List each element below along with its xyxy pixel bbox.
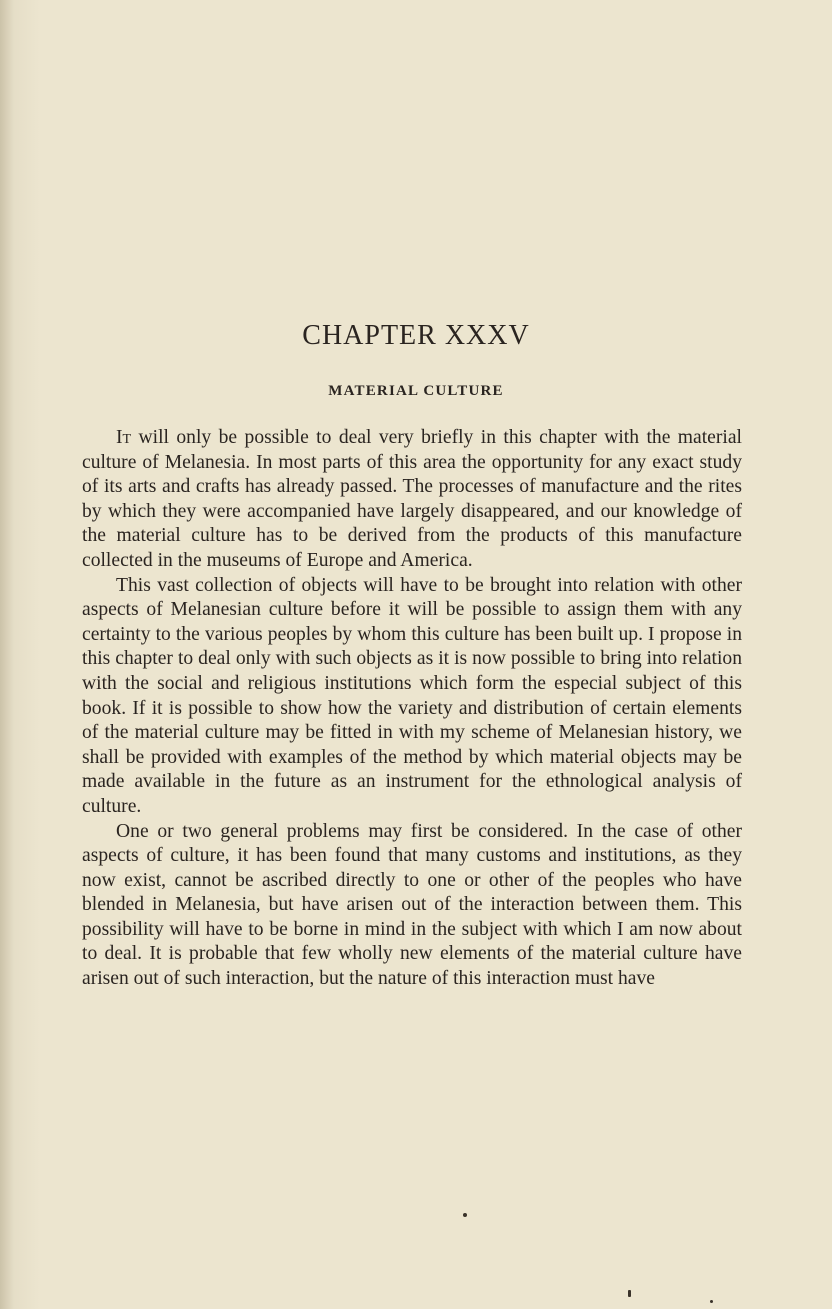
paragraph-2: This vast collection of objects will have to be brought into relation with other aspects of Melanesian culture before it will be possible to assign them with any certainty to the various peoples by whom this culture has been built up. I propose in this chapter to deal only with such objects as it is now possible to bring into relation with the social and religious institutions which form the especial subject of this book. If it is possible to show how the variety and distribution of certain elements of the material culture may be fitted in with my scheme of Melanesian history, we shall be provided with examples of the method by which material objects may be made available in the future as an instrument for the ethnological analysis of culture. (82, 574, 742, 817)
paragraph-1 (82, 426, 742, 574)
paragraph-3: One or two general problems may first be considered. In the case of other aspects of culture, it has been found that many customs and institutions, as they now exist, cannot be ascribed directly to one or other of the peoples who have blended in Melanesia, but have arisen out of the interaction between them. This possibility will have to be borne in mind in the subject with which I am now about to deal. It is probable that few wholly new elements of the material culture have arisen out of such interaction, but the nature of this interaction must have (82, 820, 742, 990)
chapter-subtitle: MATERIAL CULTURE (328, 383, 504, 399)
ink-speck (628, 1290, 631, 1297)
body-text (82, 426, 742, 992)
paragraph-lead: It (116, 427, 132, 448)
ink-speck (710, 1300, 713, 1303)
paragraph-1-text: will only be possible to deal very briefly in this chapter with the material culture of Melanesia. In most parts of this area the opportunity for any exact study of its arts and crafts has already passed. The processes of manufacture and the rites by which they were accompanied have largely disappeared, and our knowledge of the material culture has to be derived from the products of this manufacture collected in the museums of Europe and America. (82, 427, 742, 571)
chapter-title: CHAPTER XXXV (302, 320, 530, 351)
ink-speck (463, 1213, 467, 1217)
